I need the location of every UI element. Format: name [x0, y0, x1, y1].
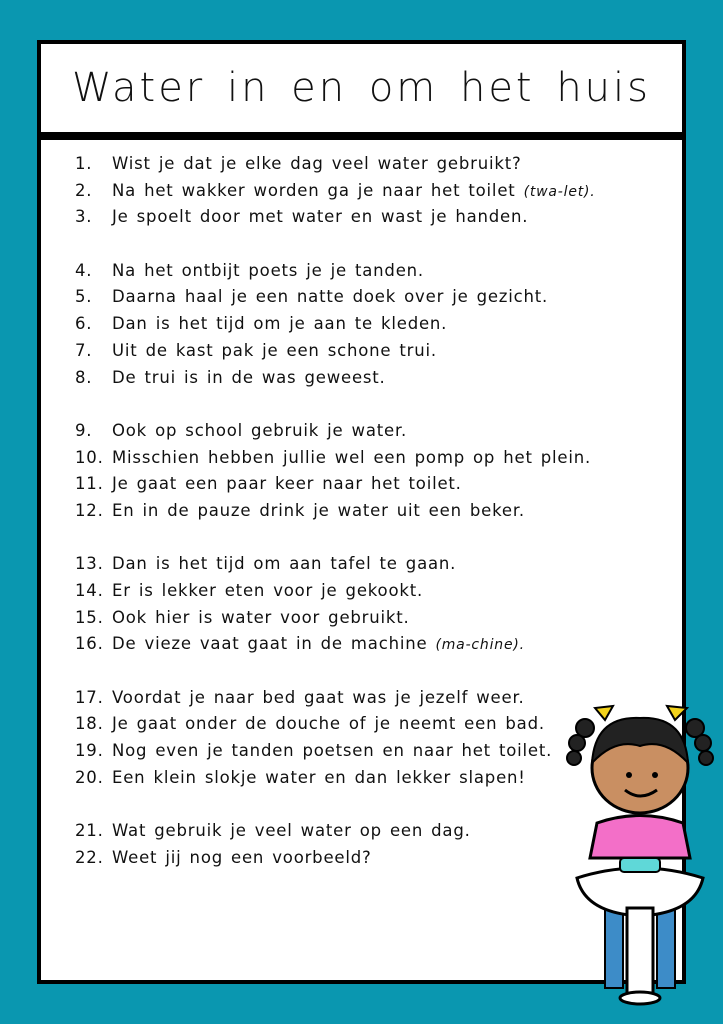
item-sentence: De vieze vaat gaat in de machine: [112, 634, 436, 654]
item-number: 2.: [75, 180, 93, 200]
item-sentence: Er is lekker eten voor je gekookt.: [112, 581, 424, 600]
item-text: [112, 685, 525, 713]
item-number: 17.: [75, 687, 104, 707]
item-number: 19.: [75, 741, 104, 761]
item-number: 6.: [75, 314, 93, 334]
item-sentence: Nog even je tanden poetsen en naar het toilet.: [112, 741, 553, 761]
item-sentence: Daarna haal je een natte doek over je gezicht.: [112, 287, 549, 307]
item-text: [112, 631, 525, 659]
item-text: [112, 605, 410, 633]
item-number: 14.: [75, 581, 104, 600]
item-sentence: Je gaat onder de douche of je neemt een bad.: [112, 714, 545, 734]
list-item: [41, 258, 682, 285]
item-sentence: Weet jij nog een voorbeeld?: [112, 847, 372, 867]
item-text: [112, 445, 591, 473]
item-number: 20.: [75, 767, 104, 787]
item-pronunciation: (twa-let).: [523, 183, 596, 200]
item-number: 3.: [75, 207, 93, 227]
item-text: [112, 765, 526, 793]
list-item: [41, 551, 682, 578]
item-sentence: Na het ontbijt poets je je tanden.: [112, 260, 424, 280]
item-text: [112, 551, 456, 579]
item-number: 18.: [75, 714, 104, 734]
item-sentence: Ook op school gebruik je water.: [112, 420, 408, 440]
list-item: [41, 605, 682, 632]
list-item: [41, 338, 682, 365]
sentence-group: [41, 258, 682, 391]
item-text: [112, 498, 525, 526]
item-sentence: Na het wakker worden ga je naar het toilet: [112, 180, 524, 200]
item-number: 11.: [75, 474, 104, 494]
item-sentence: Dan is het tijd om je aan te kleden.: [112, 314, 448, 334]
item-number: 9.: [75, 420, 93, 440]
item-text: [112, 818, 471, 846]
item-number: 4.: [75, 260, 93, 280]
item-text: [112, 738, 552, 766]
item-text: [112, 338, 437, 366]
list-item: [41, 151, 682, 178]
list-item: [41, 204, 682, 231]
item-text: [112, 418, 407, 446]
item-text: [112, 711, 545, 739]
list-item: [41, 498, 682, 525]
item-number: 12.: [75, 500, 104, 520]
page-title: Water in en om het huis: [72, 65, 651, 111]
item-sentence: Een klein slokje water en dan lekker slapen!: [112, 767, 526, 787]
item-sentence: Misschien hebben jullie wel een pomp op het plein.: [112, 447, 592, 467]
item-sentence: Je spoelt door met water en wast je handen.: [112, 207, 529, 227]
item-sentence: De trui is in de was geweest.: [112, 367, 386, 387]
title-box: [41, 44, 682, 140]
girl-washing-hands-illustration: [565, 698, 715, 1008]
sentence-group: [41, 151, 682, 231]
list-item: [41, 365, 682, 392]
item-text: [112, 258, 424, 286]
list-item: [41, 418, 682, 445]
list-item: [41, 284, 682, 311]
item-number: 22.: [75, 847, 104, 867]
item-number: 1.: [75, 154, 93, 173]
item-number: 15.: [75, 607, 104, 627]
item-text: [112, 311, 447, 339]
item-sentence: En in de pauze drink je water uit een beker.: [112, 500, 525, 520]
list-item: [41, 631, 682, 658]
list-item: [41, 578, 682, 605]
item-text: [112, 471, 462, 499]
item-text: [112, 365, 386, 393]
item-sentence: Ook hier is water voor gebruikt.: [112, 607, 410, 627]
item-number: 5.: [75, 287, 93, 307]
item-sentence: Wat gebruik je veel water op een dag.: [112, 821, 471, 841]
item-text: [112, 151, 522, 179]
sentence-group: [41, 418, 682, 525]
item-text: [112, 204, 528, 232]
item-number: 7.: [75, 340, 93, 360]
item-text: [112, 845, 372, 873]
item-number: 21.: [75, 821, 104, 841]
item-text: [112, 178, 596, 206]
list-item: [41, 445, 682, 472]
sentence-group: [41, 551, 682, 658]
item-text: [112, 284, 548, 312]
item-sentence: Wist je dat je elke dag veel water gebruikt?: [112, 154, 522, 173]
item-number: 16.: [75, 634, 104, 654]
item-number: 13.: [75, 554, 104, 574]
list-item: [41, 178, 682, 205]
item-sentence: Uit de kast pak je een schone trui.: [112, 340, 437, 360]
item-sentence: Je gaat een paar keer naar het toilet.: [112, 474, 462, 494]
item-pronunciation: (ma-chine).: [435, 637, 525, 654]
list-item: [41, 471, 682, 498]
item-sentence: Voordat je naar bed gaat was je jezelf weer.: [112, 687, 525, 707]
item-sentence: Dan is het tijd om aan tafel te gaan.: [112, 554, 457, 574]
item-text: [112, 578, 423, 606]
item-number: 10.: [75, 447, 104, 467]
item-number: 8.: [75, 367, 93, 387]
list-item: [41, 311, 682, 338]
